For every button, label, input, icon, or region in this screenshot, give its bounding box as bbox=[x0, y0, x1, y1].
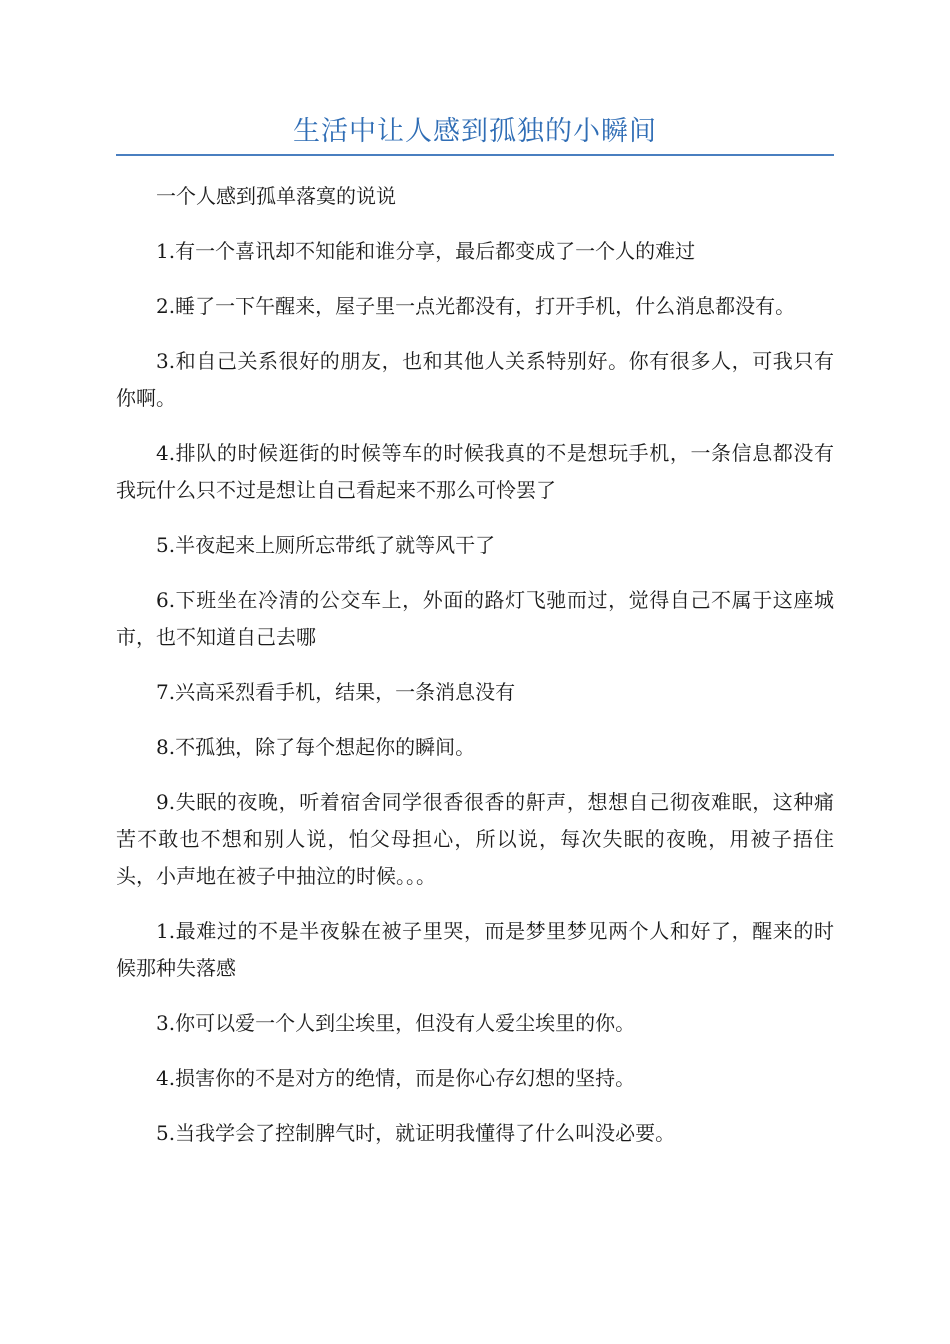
paragraph: 5.当我学会了控制脾气时，就证明我懂得了什么叫没必要。 bbox=[156, 1121, 676, 1145]
paragraph: 2.睡了一下午醒来，屋子里一点光都没有，打开手机，什么消息都没有。 bbox=[156, 294, 796, 318]
paragraph: 5.半夜起来上厕所忘带纸了就等风干了 bbox=[156, 533, 496, 557]
page-title: 生活中让人感到孤独的小瞬间 bbox=[293, 116, 657, 147]
paragraph: 9.失眠的夜晚，听着宿舍同学很香很香的鼾声，想想自己彻夜难眠，这种痛苦不敢也不想和别人说，怕父母担心，所以说，每次失眠的夜晚，用被子捂住头，小声地在被子中抽泣的时候。。。 bbox=[116, 790, 834, 888]
document-body bbox=[116, 178, 834, 1170]
title-underline bbox=[116, 154, 834, 156]
paragraph: 3.你可以爱一个人到尘埃里，但没有人爱尘埃里的你。 bbox=[156, 1011, 636, 1035]
paragraph: 8.不孤独，除了每个想起你的瞬间。 bbox=[156, 735, 476, 759]
paragraph: 4.排队的时候逛街的时候等车的时候我真的不是想玩手机，一条信息都没有我玩什么只不过是想让自己看起来不那么可怜罢了 bbox=[116, 441, 834, 502]
paragraph: 7.兴高采烈看手机，结果，一条消息没有 bbox=[156, 680, 516, 704]
paragraph-intro: 一个人感到孤单落寞的说说 bbox=[156, 184, 396, 208]
paragraph: 3.和自己关系很好的朋友，也和其他人关系特别好。你有很多人，可我只有你啊。 bbox=[116, 349, 834, 410]
paragraph: 1.有一个喜讯却不知能和谁分享，最后都变成了一个人的难过 bbox=[156, 239, 696, 263]
paragraph: 6.下班坐在冷清的公交车上，外面的路灯飞驰而过，觉得自己不属于这座城市，也不知道自己去哪 bbox=[116, 588, 834, 649]
paragraph: 4.损害你的不是对方的绝情，而是你心存幻想的坚持。 bbox=[156, 1066, 636, 1090]
paragraph: 1.最难过的不是半夜躲在被子里哭，而是梦里梦见两个人和好了，醒来的时候那种失落感 bbox=[116, 919, 834, 980]
